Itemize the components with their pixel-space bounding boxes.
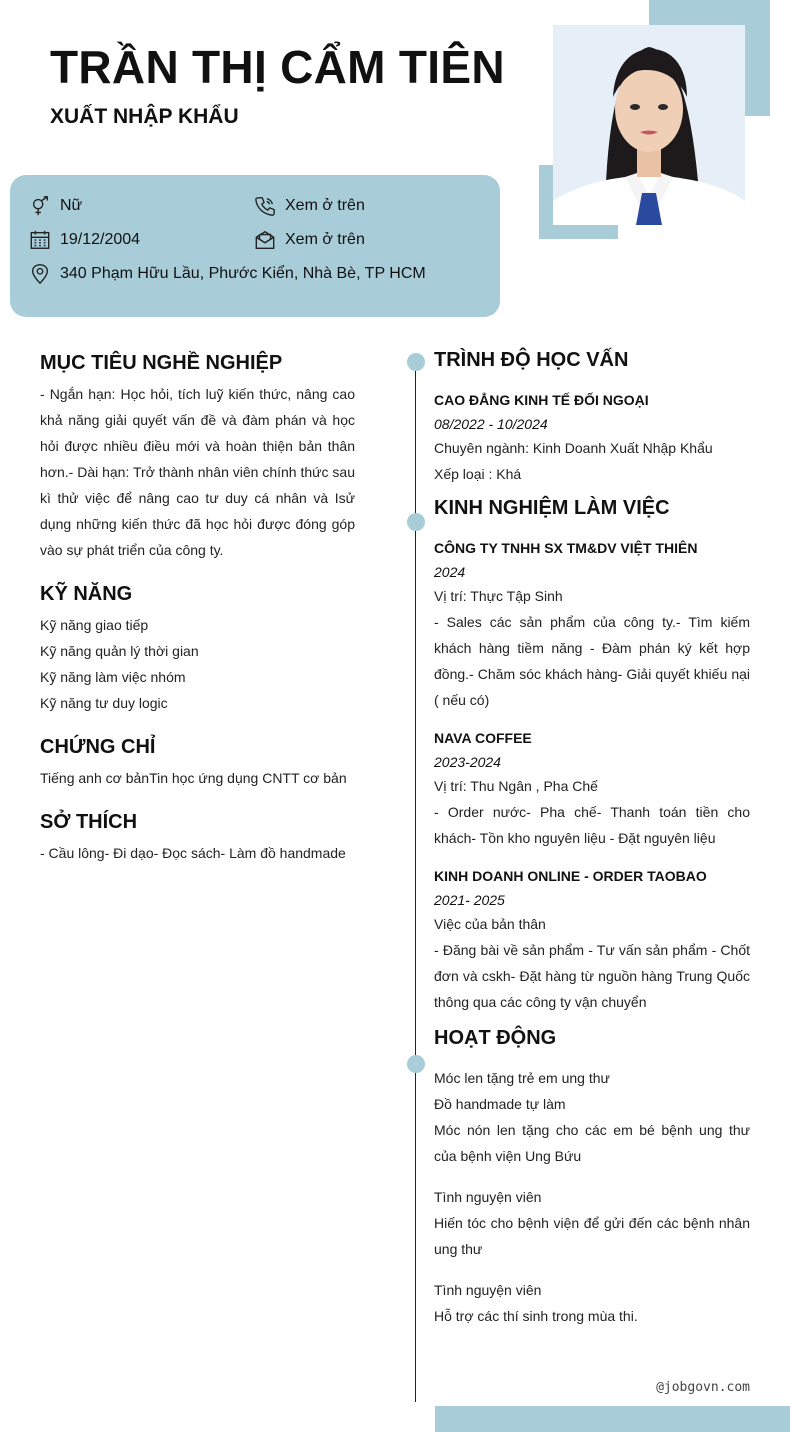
timeline-dot-experience bbox=[407, 513, 425, 531]
gender-icon bbox=[29, 195, 51, 217]
skill-item: Kỹ năng tư duy logic bbox=[40, 695, 168, 711]
certificates-title: CHỨNG CHỈ bbox=[40, 736, 156, 758]
skills-section bbox=[40, 583, 355, 716]
timeline-dot-education bbox=[407, 353, 425, 371]
contact-email bbox=[254, 229, 365, 251]
calendar-icon bbox=[29, 229, 51, 251]
experience-date: 2023-2024 bbox=[434, 754, 501, 770]
activity-entry bbox=[434, 1184, 750, 1262]
timeline-dot-activities bbox=[407, 1055, 425, 1073]
right-column bbox=[434, 349, 750, 1341]
email-value: Xem ở trên bbox=[285, 231, 365, 248]
education-major: Chuyên ngành: Kinh Doanh Xuất Nhập Khẩu bbox=[434, 440, 713, 456]
objective-text: - Ngắn hạn: Học hỏi, tích luỹ kiến thức, nâng cao khả năng giải quyết vấn đề và đàm phán và học hỏi được nhiều điều mới và hoàn thiện bản thân hơn.- Dài hạn: Trở thành nhân viên chính thức sau kì thử việc để nâng cao tư duy cá nhân và Isử dụng những kiến thức đã học hỏi được đóng góp vào sự phát triển của công ty. bbox=[40, 386, 355, 558]
activities-title: HOẠT ĐỘNG bbox=[434, 1027, 557, 1049]
phone-icon bbox=[254, 195, 276, 217]
experience-company: NAVA COFFEE bbox=[434, 730, 532, 746]
objective-title: MỤC TIÊU NGHỀ NGHIỆP bbox=[40, 352, 283, 374]
skill-item: Kỹ năng làm việc nhóm bbox=[40, 669, 186, 685]
experience-desc: - Sales các sản phẩm của công ty.- Tìm kiếm khách hàng tiềm năng - Đàm phán ký kết hợp đồng.- Chăm sóc khách hàng- Giải quyết khiếu nại ( nếu có) bbox=[434, 614, 750, 708]
objective-section bbox=[40, 352, 355, 563]
experience-role: Việc của bản thân bbox=[434, 916, 546, 932]
contact-gender bbox=[29, 195, 82, 217]
watermark: @jobgovn.com bbox=[656, 1380, 750, 1395]
education-school: CAO ĐẲNG KINH TẾ ĐỐI NGOẠI bbox=[434, 392, 649, 408]
mail-icon bbox=[254, 229, 276, 251]
contact-address bbox=[29, 263, 426, 285]
hobbies-title: SỞ THÍCH bbox=[40, 811, 138, 833]
profile-photo bbox=[553, 25, 745, 225]
experience-company: CÔNG TY TNHH SX TM&DV VIỆT THIÊN bbox=[434, 540, 698, 556]
contact-info-box bbox=[10, 175, 500, 317]
experience-title: KINH NGHIỆM LÀM VIỆC bbox=[434, 497, 670, 519]
activity-heading: Móc len tặng trẻ em ung thư bbox=[434, 1070, 610, 1086]
activity-role: Đồ handmade tự làm bbox=[434, 1096, 566, 1112]
activity-desc: Hỗ trợ các thí sinh trong mùa thi. bbox=[434, 1308, 638, 1324]
certificates-section bbox=[40, 736, 355, 791]
experience-entry bbox=[434, 535, 750, 713]
experience-section bbox=[434, 497, 750, 1015]
activities-section bbox=[434, 1027, 750, 1329]
experience-entry bbox=[434, 725, 750, 851]
activity-desc: Móc nón len tặng cho các em bé bệnh ung thư của bệnh viện Ung Bứu bbox=[434, 1122, 750, 1164]
certificates-text: Tiếng anh cơ bảnTin học ứng dụng CNTT cơ bản bbox=[40, 770, 347, 786]
contact-phone bbox=[254, 195, 365, 217]
activity-entry bbox=[434, 1065, 750, 1169]
footer-bar bbox=[435, 1406, 790, 1432]
activity-desc: Hiến tóc cho bệnh viện để gửi đến các bệnh nhân ung thư bbox=[434, 1215, 750, 1257]
education-rank: Xếp loại : Khá bbox=[434, 466, 522, 482]
experience-entry bbox=[434, 863, 750, 1015]
education-section bbox=[434, 349, 750, 487]
skill-item: Kỹ năng giao tiếp bbox=[40, 617, 149, 633]
experience-company: KINH DOANH ONLINE - ORDER TAOBAO bbox=[434, 868, 707, 884]
phone-value: Xem ở trên bbox=[285, 197, 365, 214]
education-dates: 08/2022 - 10/2024 bbox=[434, 416, 548, 432]
job-title: XUẤT NHẬP KHẨU bbox=[50, 105, 239, 128]
education-title: TRÌNH ĐỘ HỌC VẤN bbox=[434, 349, 629, 371]
experience-date: 2021- 2025 bbox=[434, 892, 505, 908]
gender-value: Nữ bbox=[60, 197, 83, 214]
activity-entry bbox=[434, 1277, 750, 1329]
activity-heading: Tình nguyện viên bbox=[434, 1189, 542, 1205]
experience-role: Vị trí: Thực Tập Sinh bbox=[434, 588, 563, 604]
experience-desc: - Đăng bài về sản phẩm - Tư vấn sản phẩm - Chốt đơn và cskh- Đặt hàng từ nguồn hàng Trung Quốc thông qua các công ty vận chuyển bbox=[434, 942, 750, 1010]
experience-desc: - Order nước- Pha chế- Thanh toán tiền cho khách- Tồn kho nguyên liệu - Đặt nguyên liệu bbox=[434, 804, 750, 846]
experience-date: 2024 bbox=[434, 564, 466, 580]
activity-heading: Tình nguyện viên bbox=[434, 1282, 542, 1298]
address-value: 340 Phạm Hữu Lầu, Phước Kiển, Nhà Bè, TP HCM bbox=[60, 265, 426, 282]
skill-item: Kỹ năng quản lý thời gian bbox=[40, 643, 199, 659]
experience-role: Vị trí: Thu Ngân , Pha Chế bbox=[434, 778, 598, 794]
hobbies-text: - Cầu lông- Đi dạo- Đọc sách- Làm đồ handmade bbox=[40, 845, 346, 861]
location-pin-icon bbox=[29, 263, 51, 285]
contact-birthdate bbox=[29, 229, 140, 251]
skills-title: KỸ NĂNG bbox=[40, 583, 133, 605]
candidate-name: TRẦN THỊ CẨM TIÊN bbox=[50, 41, 505, 93]
birthdate-value: 19/12/2004 bbox=[60, 231, 141, 248]
hobbies-section bbox=[40, 811, 355, 866]
left-column bbox=[40, 352, 355, 886]
